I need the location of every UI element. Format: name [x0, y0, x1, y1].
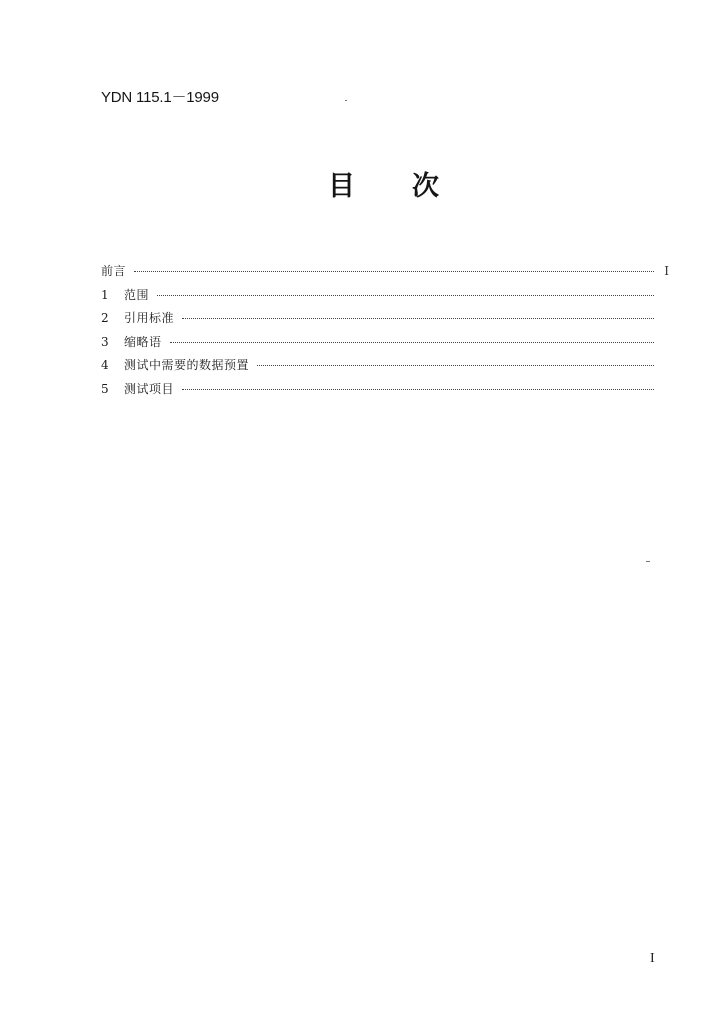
toc-leader-dots	[170, 341, 654, 343]
table-of-contents	[101, 262, 669, 403]
toc-entry-number: 3	[101, 334, 109, 349]
scan-speck	[345, 100, 347, 101]
toc-leader-dots	[157, 294, 654, 296]
toc-entry-2[interactable]	[101, 309, 669, 333]
toc-entry-3[interactable]	[101, 333, 669, 357]
toc-entry-title: 范围	[124, 287, 150, 302]
toc-entry-title: 缩略语	[124, 334, 162, 349]
toc-leader-dots	[182, 388, 654, 390]
toc-entry-number: 1	[101, 287, 109, 302]
page-number: I	[650, 951, 655, 966]
toc-entry-title: 前言	[101, 264, 127, 278]
page-title	[0, 164, 721, 204]
toc-entry-5[interactable]	[101, 380, 669, 404]
toc-entry-number: 5	[101, 381, 109, 396]
toc-leader-dots	[257, 364, 654, 366]
toc-leader-dots	[182, 317, 654, 319]
page-title-part1: 目	[328, 171, 355, 202]
toc-entry-page: I	[664, 264, 669, 278]
toc-entry-title: 测试项目	[124, 381, 175, 396]
toc-entry-1[interactable]	[101, 286, 669, 310]
toc-entry-number: 4	[101, 358, 109, 372]
page-title-part2: 次	[412, 171, 439, 202]
standard-code: YDN 115.1－1999	[101, 89, 219, 106]
toc-entry-number: 2	[101, 311, 109, 325]
toc-entry-title: 引用标准	[124, 311, 175, 325]
scan-speck	[646, 561, 650, 562]
toc-entry-foreword[interactable]	[101, 262, 669, 286]
toc-leader-dots	[134, 270, 654, 272]
toc-entry-4[interactable]	[101, 356, 669, 380]
toc-entry-title: 测试中需要的数据预置	[124, 358, 250, 372]
